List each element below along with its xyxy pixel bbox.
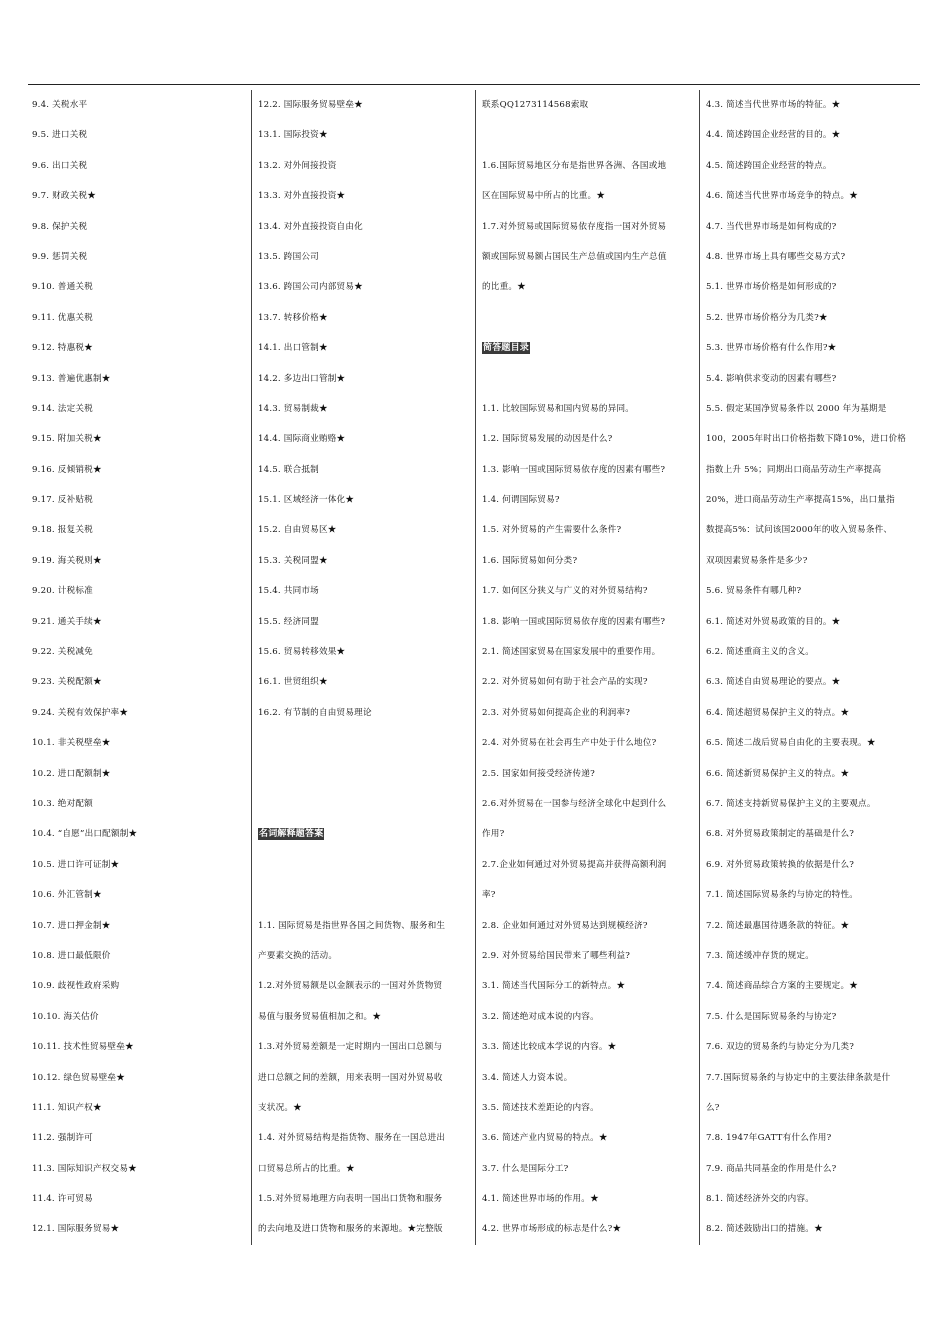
text-line: 1.4. 对外贸易结构是指货物、服务在一国总进出 (258, 1133, 446, 1144)
blank-line (476, 364, 697, 394)
text-line: 4.1. 简述世界市场的作用。★ (482, 1194, 599, 1205)
text-line: 5.6. 贸易条件有哪几种? (706, 586, 802, 597)
blank-line (252, 880, 473, 910)
text-line: 10.6. 外汇管制★ (32, 890, 102, 901)
text-line: 1.1. 比较国际贸易和国内贸易的异同。 (482, 403, 635, 414)
text-line: 指数上升 5%；同期出口商品劳动生产率提高 (706, 464, 882, 475)
text-line: 9.15. 附加关税★ (32, 434, 102, 445)
text-line: 6.6. 简述新贸易保护主义的特点。★ (706, 768, 850, 779)
text-line: 1.7.对外贸易或国际贸易依存度指一国对外贸易 (482, 221, 667, 232)
text-line: 9.19. 海关税则★ (32, 555, 102, 566)
text-line: 7.1. 简述国际贸易条约与协定的特性。 (706, 890, 859, 901)
text-line: 12.1. 国际服务贸易★ (32, 1224, 120, 1235)
text-line: 1.1. 国际贸易是指世界各国之间货物、服务和生 (258, 920, 446, 931)
text-line: 6.5. 简述二战后贸易自由化的主要表现。★ (706, 738, 876, 749)
text-line: 率? (482, 890, 496, 901)
text-line: 3.6. 简述产业内贸易的特点。★ (482, 1133, 608, 1144)
text-line: 9.10. 普通关税 (32, 282, 93, 293)
text-line: 15.6. 贸易转移效果★ (258, 647, 346, 658)
text-line: 2.7.企业如何通过对外贸易提高并获得高额利润 (482, 859, 667, 870)
text-line: 额或国际贸易额占国民生产总值或国内生产总值 (482, 251, 667, 262)
header-rule (28, 84, 920, 85)
text-line: 13.6. 跨国公司内部贸易★ (258, 282, 363, 293)
text-line: 数提高5%：试问该国2000年的收入贸易条件、 (706, 525, 893, 536)
text-line: 13.4. 对外直接投资自由化 (258, 221, 363, 232)
text-line: 100，2005年时出口价格指数下降10%，进口价格 (706, 434, 907, 445)
text-line: 的去向地及进口货物和服务的来源地。★完整版 (258, 1224, 443, 1235)
text-line: 6.8. 对外贸易政策制定的基础是什么? (706, 829, 855, 840)
section-heading-label: 简答题目录 (483, 343, 530, 354)
text-line: 9.23. 关税配额★ (32, 677, 102, 688)
text-line: 2.8. 企业如何通过对外贸易达到规模经济? (482, 920, 648, 931)
blank-line (476, 120, 697, 150)
text-line: 4.5. 简述跨国企业经营的特点。 (706, 160, 832, 171)
section-heading (476, 333, 697, 363)
text-line: 9.4. 关税水平 (32, 100, 88, 110)
text-line: 13.2. 对外间接投资 (258, 160, 337, 171)
column-4 (699, 90, 921, 1245)
text-line: 9.6. 出口关税 (32, 160, 88, 171)
text-line: 10.10. 海关估价 (32, 1011, 99, 1022)
text-line: 5.5. 假定某国净贸易条件以 2000 年为基期是 (706, 403, 887, 414)
text-line: 2.5. 国家如何接受经济传递? (482, 768, 595, 779)
text-line: 14.3. 贸易制裁★ (258, 403, 328, 414)
blank-line (252, 850, 473, 880)
blank-line (252, 728, 473, 758)
text-line: 6.9. 对外贸易政策转换的依据是什么? (706, 859, 855, 870)
text-line: 的比重。★ (482, 282, 526, 293)
text-line: 16.1. 世贸组织★ (258, 677, 328, 688)
text-line: 4.8. 世界市场上具有哪些交易方式? (706, 251, 846, 262)
text-line: 1.5.对外贸易地理方向表明一国出口货物和服务 (258, 1194, 443, 1205)
text-line: 7.9. 商品共同基金的作用是什么? (706, 1163, 837, 1174)
text-line: 1.3. 影响一国或国际贸易依存度的因素有哪些? (482, 464, 666, 475)
text-line: 1.7. 如何区分狭义与广义的对外贸易结构? (482, 586, 648, 597)
text-line: 9.14. 法定关税 (32, 403, 93, 414)
text-line: 10.9. 歧视性政府采购 (32, 981, 120, 992)
text-line: 14.4. 国际商业贿赂★ (258, 434, 346, 445)
text-line: 6.7. 简述支持新贸易保护主义的主要观点。 (706, 798, 876, 809)
text-line: 9.5. 进口关税 (32, 130, 88, 141)
text-line: 9.20. 计税标准 (32, 586, 93, 597)
text-line: 9.18. 报复关税 (32, 525, 93, 536)
text-line: 双项因素贸易条件是多少? (706, 555, 808, 566)
column-1 (28, 90, 249, 1245)
text-line: 9.16. 反倾销税★ (32, 464, 102, 475)
text-line: 5.2. 世界市场价格分为几类?★ (706, 312, 828, 323)
text-line: 3.4. 简述人力资本说。 (482, 1072, 573, 1083)
text-line: 4.2. 世界市场形成的标志是什么?★ (482, 1224, 622, 1235)
text-line: 10.4. “自愿”出口配额制★ (32, 829, 138, 840)
text-line: 10.2. 进口配额制★ (32, 768, 111, 779)
text-line: 3.5. 简述技术差距论的内容。 (482, 1102, 599, 1113)
text-line: 12.2. 国际服务贸易壁垒★ (258, 100, 363, 110)
text-line: 9.12. 特惠税★ (32, 343, 93, 354)
text-line: 7.7.国际贸易条约与协定中的主要法律条款是什 (706, 1072, 891, 1083)
text-line: 6.1. 简述对外贸易政策的目的。★ (706, 616, 841, 627)
text-line: 13.1. 国际投资★ (258, 130, 328, 141)
text-line: 16.2. 有节制的自由贸易理论 (258, 707, 372, 718)
text-line: 1.8. 影响一国或国际贸易依存度的因素有哪些? (482, 616, 666, 627)
text-line: 2.6.对外贸易在一国参与经济全球化中起到什么 (482, 798, 667, 809)
text-line: 6.4. 简述超贸易保护主义的特点。★ (706, 707, 850, 718)
text-line: 3.1. 简述当代国际分工的新特点。★ (482, 981, 626, 992)
text-line: 5.4. 影响供求变动的因素有哪些? (706, 373, 837, 384)
text-line: 7.8. 1947年GATT有什么作用? (706, 1133, 832, 1144)
column-2 (251, 90, 473, 1245)
blank-line (252, 759, 473, 789)
blank-line (476, 303, 697, 333)
text-line: 9.24. 关税有效保护率★ (32, 707, 129, 718)
text-line: 易值与服务贸易值相加之和。★ (258, 1011, 382, 1022)
text-line: 口贸易总所占的比重。★ (258, 1163, 355, 1174)
text-line: 9.9. 惩罚关税 (32, 251, 88, 262)
text-line: 3.3. 简述比较成本学说的内容。★ (482, 1042, 617, 1053)
index-columns (28, 90, 920, 1245)
blank-line (252, 789, 473, 819)
text-line: 13.7. 转移价格★ (258, 312, 328, 323)
text-line: 7.2. 简述最惠国待遇条款的特征。★ (706, 920, 850, 931)
text-line: 15.3. 关税同盟★ (258, 555, 328, 566)
text-line: 2.9. 对外贸易给国民带来了哪些利益? (482, 950, 631, 961)
column-3 (475, 90, 697, 1245)
text-line: 3.7. 什么是国际分工? (482, 1163, 569, 1174)
text-line: 3.2. 简述绝对成本说的内容。 (482, 1011, 599, 1022)
text-line: 么? (706, 1102, 720, 1113)
text-line: 10.7. 进口押金制★ (32, 920, 111, 931)
text-line: 14.2. 多边出口管制★ (258, 373, 346, 384)
text-line: 支状况。★ (258, 1102, 302, 1113)
text-line: 9.8. 保护关税 (32, 221, 88, 232)
text-line: 7.3. 简述缓冲存货的规定。 (706, 950, 815, 961)
text-line: 10.5. 进口许可证制★ (32, 859, 120, 870)
text-line: 9.21. 通关手续★ (32, 616, 102, 627)
text-line: 11.2. 强制许可 (32, 1133, 93, 1144)
text-line: 10.1. 非关税壁垒★ (32, 738, 111, 749)
text-line: 9.11. 优惠关税 (32, 312, 93, 323)
text-line: 8.2. 简述鼓励出口的措施。★ (706, 1224, 823, 1235)
text-line: 4.7. 当代世界市场是如何构成的? (706, 221, 837, 232)
text-line: 11.4. 许可贸易 (32, 1194, 93, 1205)
text-line: 20%，进口商品劳动生产率提高15%，出口量指 (706, 495, 895, 506)
text-line: 2.4. 对外贸易在社会再生产中处于什么地位? (482, 738, 657, 749)
text-line: 4.4. 简述跨国企业经营的目的。★ (706, 130, 841, 141)
text-line: 1.5. 对外贸易的产生需要什么条件? (482, 525, 622, 536)
text-line: 7.4. 简述商品综合方案的主要规定。★ (706, 981, 859, 992)
text-line: 15.5. 经济同盟 (258, 616, 319, 627)
text-line: 4.3. 简述当代世界市场的特征。★ (706, 100, 841, 110)
text-line: 10.11. 技术性贸易壁垒★ (32, 1042, 134, 1053)
section-heading-label: 名词解释题答案 (259, 829, 324, 840)
text-line: 8.1. 简述经济外交的内容。 (706, 1194, 815, 1205)
text-line: 9.17. 反补贴税 (32, 495, 93, 506)
text-line: 2.3. 对外贸易如何提高企业的利润率? (482, 707, 631, 718)
text-line: 联系QQ1273114568索取 (482, 100, 589, 110)
text-line: 9.22. 关税减免 (32, 647, 93, 658)
text-line: 2.1. 简述国家贸易在国家发展中的重要作用。 (482, 647, 661, 658)
text-line: 进口总额之间的差额，用来表明一国对外贸易收 (258, 1072, 443, 1083)
text-line: 5.3. 世界市场价格有什么作用?★ (706, 343, 837, 354)
text-line: 13.3. 对外直接投资★ (258, 191, 346, 202)
text-line: 14.1. 出口管制★ (258, 343, 328, 354)
text-line: 10.8. 进口最低限价 (32, 950, 111, 961)
text-line: 7.5. 什么是国际贸易条约与协定? (706, 1011, 837, 1022)
text-line: 11.3. 国际知识产权交易★ (32, 1163, 137, 1174)
text-line: 1.6.国际贸易地区分布是指世界各洲、各国或地 (482, 160, 667, 171)
text-line: 15.4. 共同市场 (258, 586, 319, 597)
text-line: 1.4. 何谓国际贸易? (482, 495, 560, 506)
text-line: 9.13. 普遍优惠制★ (32, 373, 111, 384)
text-line: 13.5. 跨国公司 (258, 251, 319, 262)
text-line: 区在国际贸易中所占的比重。★ (482, 191, 606, 202)
text-line: 产要素交换的活动。 (258, 950, 338, 961)
text-line: 15.2. 自由贸易区★ (258, 525, 337, 536)
text-line: 1.2. 国际贸易发展的动因是什么? (482, 434, 613, 445)
text-line: 1.3.对外贸易差额是一定时期内一国出口总额与 (258, 1042, 443, 1053)
text-line: 10.12. 绿色贸易壁垒★ (32, 1072, 126, 1083)
text-line: 4.6. 简述当代世界市场竞争的特点。★ (706, 191, 859, 202)
text-line: 2.2. 对外贸易如何有助于社会产品的实现? (482, 677, 648, 688)
text-line: 1.2.对外贸易额是以金额表示的一国对外货物贸 (258, 981, 443, 992)
text-line: 9.7. 财政关税★ (32, 191, 97, 202)
text-line: 6.3. 简述自由贸易理论的要点。★ (706, 677, 841, 688)
text-line: 11.1. 知识产权★ (32, 1102, 102, 1113)
text-line: 7.6. 双边的贸易条约与协定分为几类? (706, 1042, 855, 1053)
text-line: 1.6. 国际贸易如何分类? (482, 555, 578, 566)
text-line: 15.1. 区域经济一体化★ (258, 495, 355, 506)
text-line: 10.3. 绝对配额 (32, 798, 93, 809)
text-line: 5.1. 世界市场价格是如何形成的? (706, 282, 837, 293)
section-heading (252, 819, 473, 849)
text-line: 作用? (482, 829, 505, 840)
text-line: 14.5. 联合抵制 (258, 464, 319, 475)
text-line: 6.2. 简述重商主义的含义。 (706, 647, 815, 658)
